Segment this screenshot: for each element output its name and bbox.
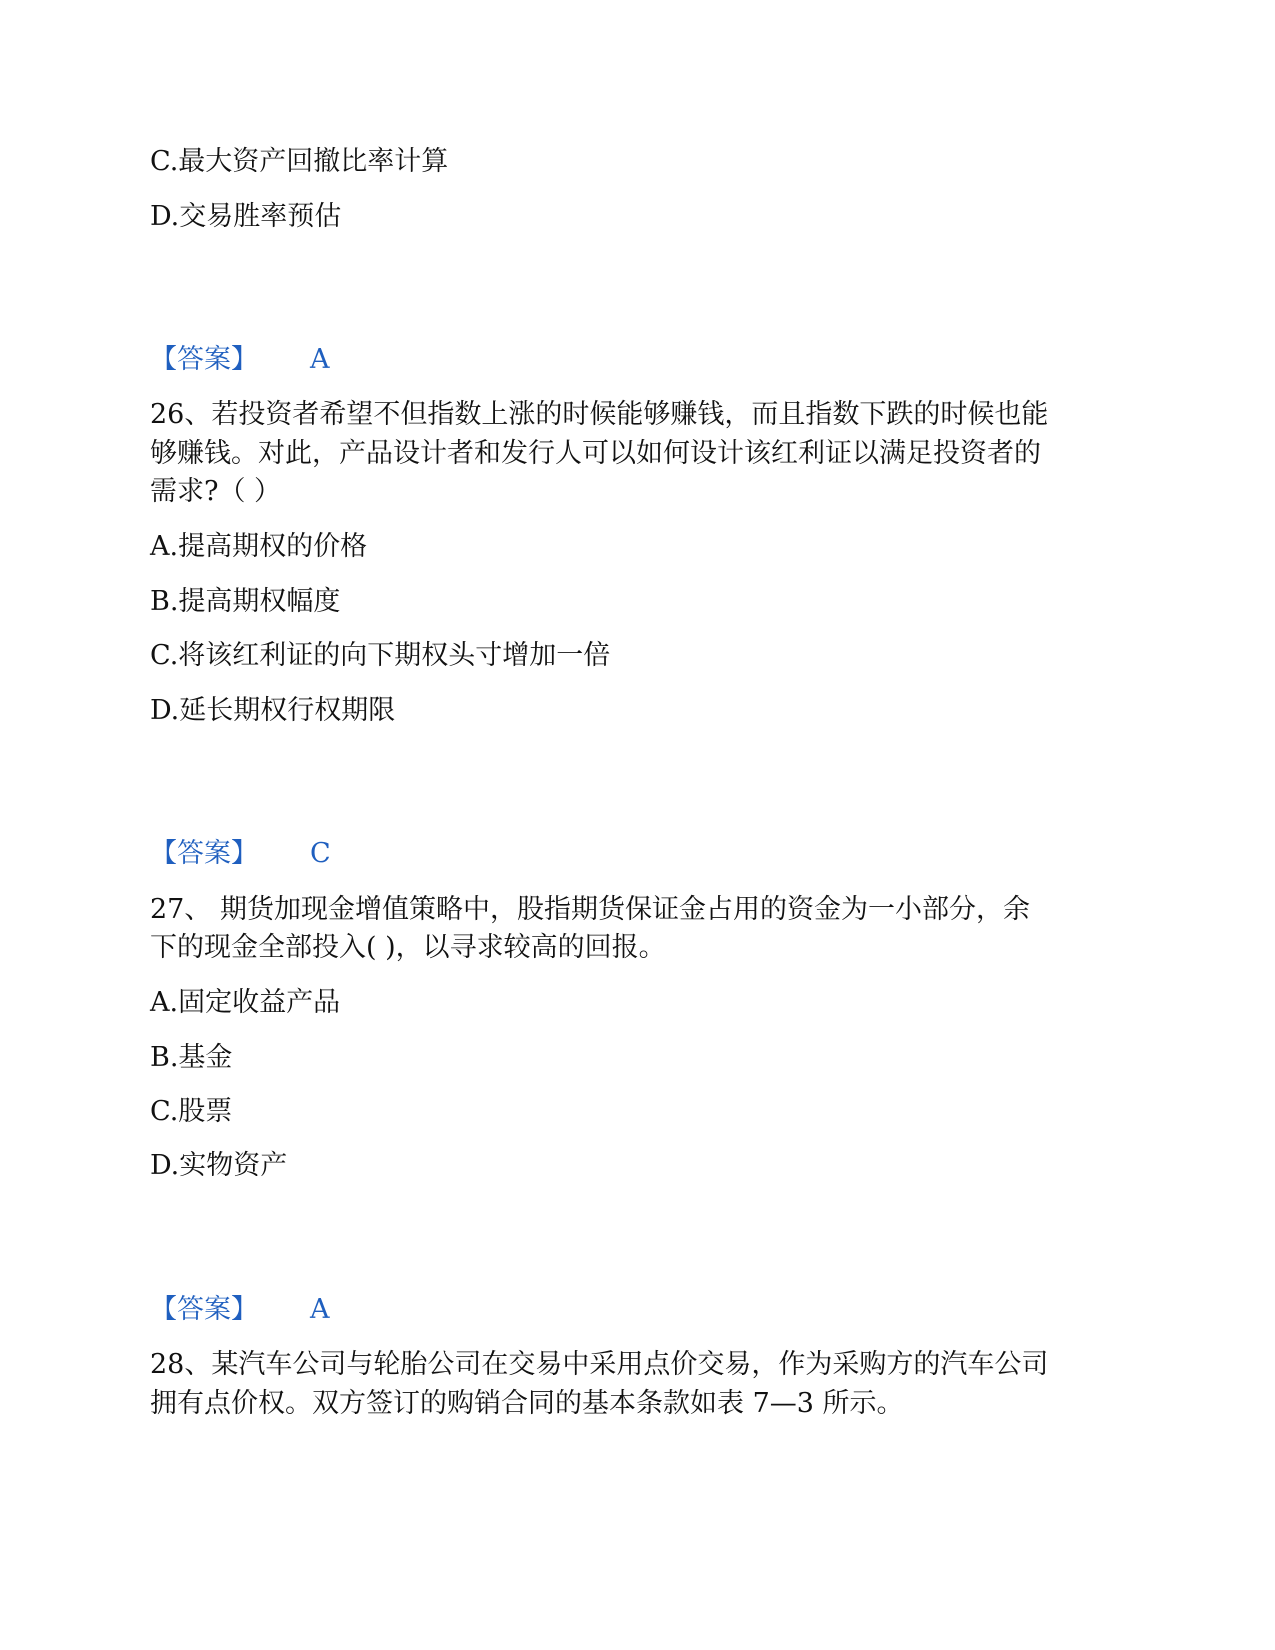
option-d-prev: D.交易胜率预估	[150, 201, 342, 232]
question-27-option-d: D.实物资产	[150, 1150, 288, 1181]
answer-27	[150, 1296, 330, 1323]
answer-label: 【答案】	[150, 344, 258, 375]
question-26-line-3: 需求?（ ）	[150, 476, 282, 507]
answer-value: C	[310, 838, 331, 869]
question-28-line-1: 28、某汽车公司与轮胎公司在交易中采用点价交易，作为采购方的汽车公司	[150, 1349, 1049, 1380]
question-27-line-2: 下的现金全部投入( )，以寻求较高的回报。	[150, 932, 666, 963]
answer-label: 【答案】	[150, 1294, 258, 1325]
question-28-line-2: 拥有点价权。双方签订的购销合同的基本条款如表 7—3 所示。	[150, 1388, 904, 1419]
answer-value: A	[310, 344, 330, 375]
answer-25	[150, 346, 330, 373]
question-26-option-b: B.提高期权幅度	[150, 586, 341, 617]
answer-value: A	[310, 1294, 330, 1325]
answer-label: 【答案】	[150, 838, 258, 869]
question-27-option-b: B.基金	[150, 1042, 233, 1073]
question-26-line-2: 够赚钱。对此，产品设计者和发行人可以如何设计该红利证以满足投资者的	[150, 438, 1041, 469]
answer-26	[150, 840, 331, 867]
question-26-option-a: A.提高期权的价格	[150, 531, 368, 562]
question-27-option-a: A.固定收益产品	[150, 987, 341, 1018]
question-27-line-1: 27、 期货加现金增值策略中，股指期货保证金占用的资金为一小部分，余	[150, 894, 1030, 925]
question-26-option-c: C.将该红利证的向下期权头寸增加一倍	[150, 640, 611, 671]
question-26-option-d: D.延长期权行权期限	[150, 695, 396, 726]
option-c-prev: C.最大资产回撤比率计算	[150, 146, 449, 177]
question-26-line-1: 26、若投资者希望不但指数上涨的时候能够赚钱，而且指数下跌的时候也能	[150, 399, 1049, 430]
question-27-option-c: C.股票	[150, 1096, 233, 1127]
